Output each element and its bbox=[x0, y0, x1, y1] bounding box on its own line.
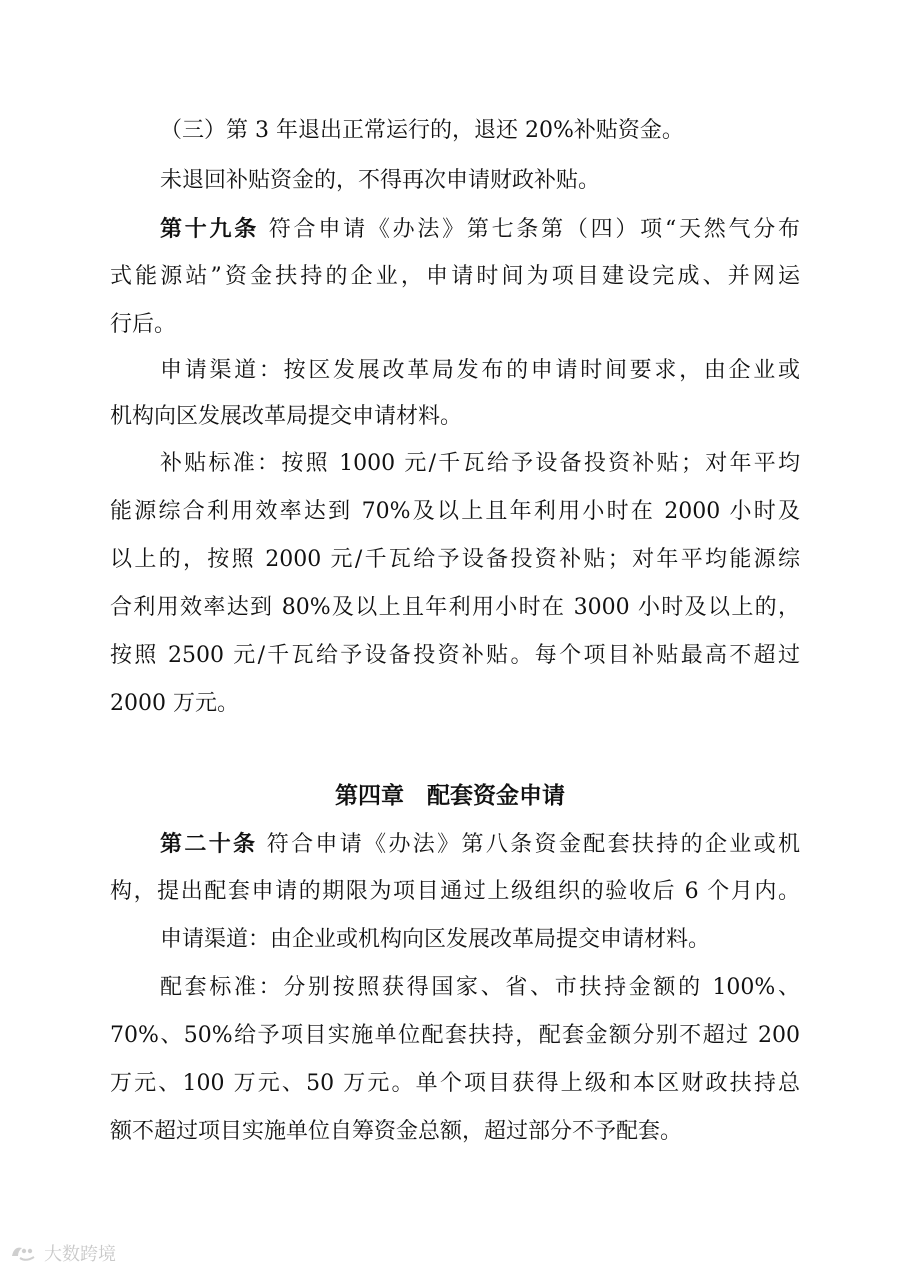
paragraph-line: 2000 万元。 bbox=[110, 691, 239, 716]
article-19-line bbox=[160, 214, 800, 244]
paragraph-line: 申请渠道：按区发展改革局发布的申请时间要求，由企业或 bbox=[160, 358, 800, 383]
paragraph-line: 式能源站”资金扶持的企业，申请时间为项目建设完成、并网运 bbox=[110, 264, 800, 289]
article-20-text: 符合申请《办法》第八条资金配套扶持的企业或机 bbox=[257, 832, 800, 857]
paragraph-line: 额不超过项目实施单位自筹资金总额，超过部分不予配套。 bbox=[110, 1119, 683, 1144]
paragraph-line: 合利用效率达到 80%及以上且年利用小时在 3000 小时及以上的， bbox=[110, 595, 800, 620]
paragraph-line: 构，提出配套申请的期限为项目通过上级组织的验收后 6 个月内。 bbox=[110, 879, 800, 904]
paragraph-line: 配套标准：分别按照获得国家、省、市扶持金额的 100%、 bbox=[160, 975, 800, 1000]
paragraph-line: 以上的，按照 2000 元/千瓦给予设备投资补贴；对年平均能源综 bbox=[110, 547, 800, 572]
watermark bbox=[8, 1240, 116, 1266]
paragraph-line: 行后。 bbox=[110, 312, 177, 337]
watermark-text: 大数跨境 bbox=[44, 1244, 116, 1265]
article-19-text: 符合申请《办法》第七条第（四）项“天然气分布 bbox=[259, 217, 800, 242]
chapter-heading: 第四章 配套资金申请 bbox=[335, 782, 565, 809]
paragraph-line: （三）第 3 年退出正常运行的，退还 20%补贴资金。 bbox=[160, 118, 684, 143]
paragraph-line: 申请渠道：由企业或机构向区发展改革局提交申请材料。 bbox=[160, 927, 711, 952]
paragraph-line: 未退回补贴资金的，不得再次申请财政补贴。 bbox=[160, 168, 601, 193]
article-20-title: 第二十条 bbox=[160, 831, 258, 857]
article-19-title: 第十九条 bbox=[160, 216, 260, 242]
paragraph-line: 能源综合利用效率达到 70%及以上且年利用小时在 2000 小时及 bbox=[110, 499, 800, 524]
paragraph-line: 补贴标准：按照 1000 元/千瓦给予设备投资补贴；对年平均 bbox=[160, 451, 800, 476]
paragraph-line: 70%、50%给予项目实施单位配套扶持，配套金额分别不超过 200 bbox=[110, 1023, 800, 1048]
paragraph-line: 万元、100 万元、50 万元。单个项目获得上级和本区财政扶持总 bbox=[110, 1071, 800, 1096]
article-20-line bbox=[160, 829, 800, 859]
paragraph-line: 按照 2500 元/千瓦给予设备投资补贴。每个项目补贴最高不超过 bbox=[110, 643, 800, 668]
watermark-logo-icon bbox=[8, 1242, 38, 1264]
paragraph-line: 机构向区发展改革局提交申请材料。 bbox=[110, 404, 463, 429]
